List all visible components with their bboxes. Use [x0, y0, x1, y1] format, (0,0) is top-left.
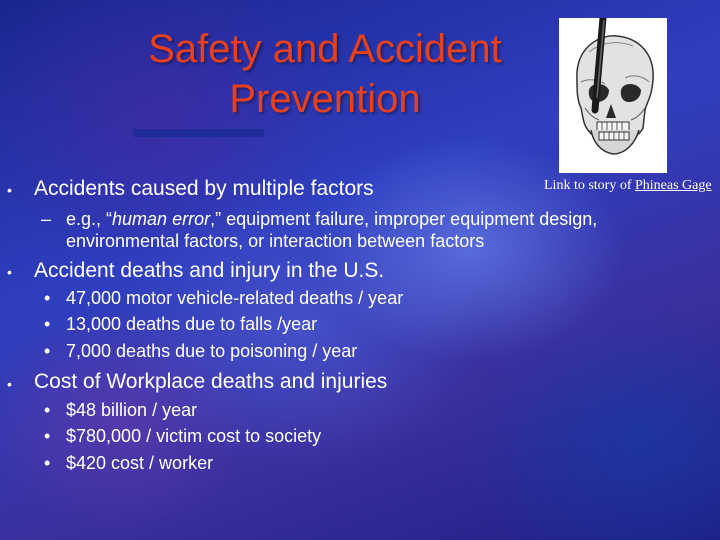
sub-bullet-dot: • — [44, 400, 51, 420]
phineas-gage-link[interactable]: Phineas Gage — [635, 178, 712, 193]
sub-bullet-dash: – — [41, 209, 52, 229]
sub-text-pre: e.g., “ — [66, 209, 113, 229]
bullet-text: Cost of Workplace deaths and injuries — [34, 370, 388, 393]
sub-item: $48 billion / year — [66, 400, 198, 420]
bullet-text: Accident deaths and injury in the U.S. — [34, 259, 385, 282]
slide-title: Safety and Accident Prevention — [148, 27, 502, 121]
bullet-marker: • — [7, 264, 12, 280]
sub-bullet-dot: • — [44, 453, 51, 473]
sub-bullet-dot: • — [44, 426, 51, 446]
sub-item: $780,000 / victim cost to society — [66, 426, 322, 446]
sub-bullet-dot: • — [44, 314, 51, 334]
bullet-marker: • — [7, 376, 12, 392]
bullet-text: Accidents caused by multiple factors — [34, 177, 374, 200]
sub-bullet-text — [66, 208, 706, 252]
sub-item: $420 cost / worker — [66, 453, 214, 473]
sub-item: 13,000 deaths due to falls /year — [66, 314, 318, 334]
sub-item: 7,000 deaths due to poisoning / year — [66, 341, 358, 361]
sub-bullet-dot: • — [44, 341, 51, 361]
bullet-marker: • — [7, 182, 12, 198]
sub-text-post: ,” equipment failure, improper equipment design, environmental factors, or interaction between factors — [66, 209, 598, 251]
sub-bullet-dot: • — [44, 288, 51, 308]
sub-item: 47,000 motor vehicle-related deaths / year — [66, 288, 404, 308]
phineas-gage-skull-image — [559, 18, 667, 173]
skull-with-rod-icon — [559, 18, 667, 173]
sub-text-italic: human error — [112, 209, 211, 229]
phineas-gage-link-caption — [544, 178, 712, 194]
title-underline-bar — [133, 129, 264, 137]
link-prefix: Link to story of — [544, 178, 635, 193]
